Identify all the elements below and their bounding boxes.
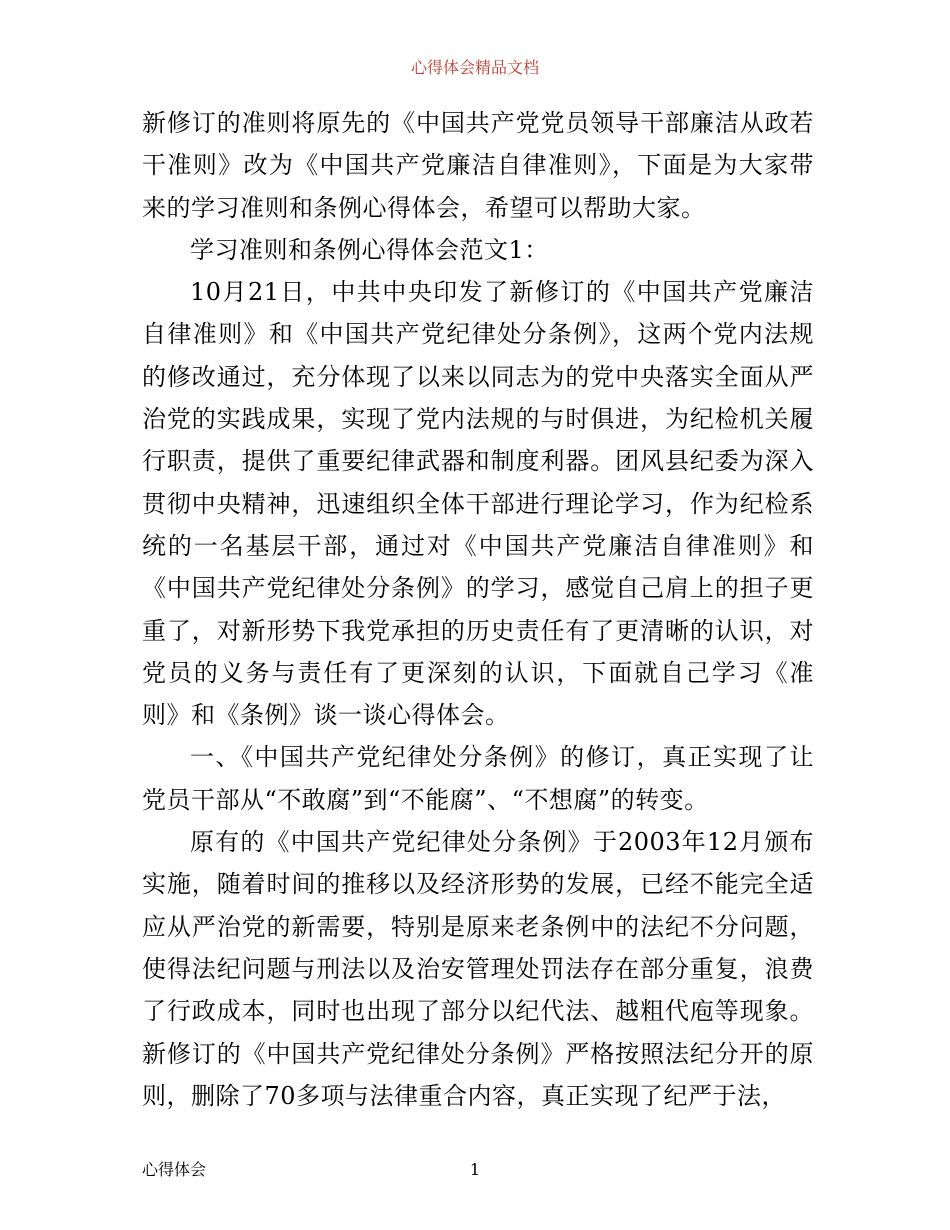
page-header-title: 心得体会精品文档 [410,58,539,77]
paragraph-intro: 新修订的准则将原先的《中国共产党党员领导干部廉洁从政若干准则》改为《中国共产党廉洁自律准则》，下面是为大家带来的学习准则和条例心得体会，希望可以帮助大家。 [142,109,814,222]
paragraph-oct21: 10月21日，中共中央印发了新修订的《中国共产党廉洁自律准则》和《中国共产党纪律处分条例》，这两个党内法规的修改通过，充分体现了以来以同志为的党中央落实全面从严治党的实践成果，实现了党内法规的与时俱进，为纪检机关履行职责，提供了重要纪律武器和制度利器。团风县纪委为深入贯彻中央精神，迅速组织全体干部进行理论学习，作为纪检系统的一名基层干部，通过对《中国共产党廉洁自律准则》和《中国共产党纪律处分条例》的学习，感觉自己肩上的担子更重了，对新形势下我党承担的历史责任有了更清晰的认识，对党员的义务与责任有了更深刻的认识，下面就自己学习《准则》和《条例》谈一谈心得体会。 [142,278,814,730]
footer-label: 心得体会 [142,1160,207,1179]
page-number: 1 [469,1160,481,1179]
paragraph-original-regulation: 原有的《中国共产党纪律处分条例》于2003年12月颁布实施，随着时间的推移以及经济形势的发展，已经不能完全适应从严治党的新需要，特别是原来老条例中的法纪不分问题，使得法纪问题与刑法以及治安管理处罚法存在部分重复，浪费了行政成本，同时也出现了部分以纪代法、越粗代庖等现象。新修订的《中国共产党纪律处分条例》严格按照法纪分开的原则，删除了70多项与法律重合内容，真正实现了纪严于法， [142,828,814,1110]
paragraph-section-one-heading: 一、《中国共产党纪律处分条例》的修订，真正实现了让党员干部从“不敢腐”到“不能腐”、“不想腐”的转变。 [142,743,814,814]
document-body [142,102,814,1117]
paragraph-sample-heading: 学习准则和条例心得体会范文1： [190,235,549,264]
